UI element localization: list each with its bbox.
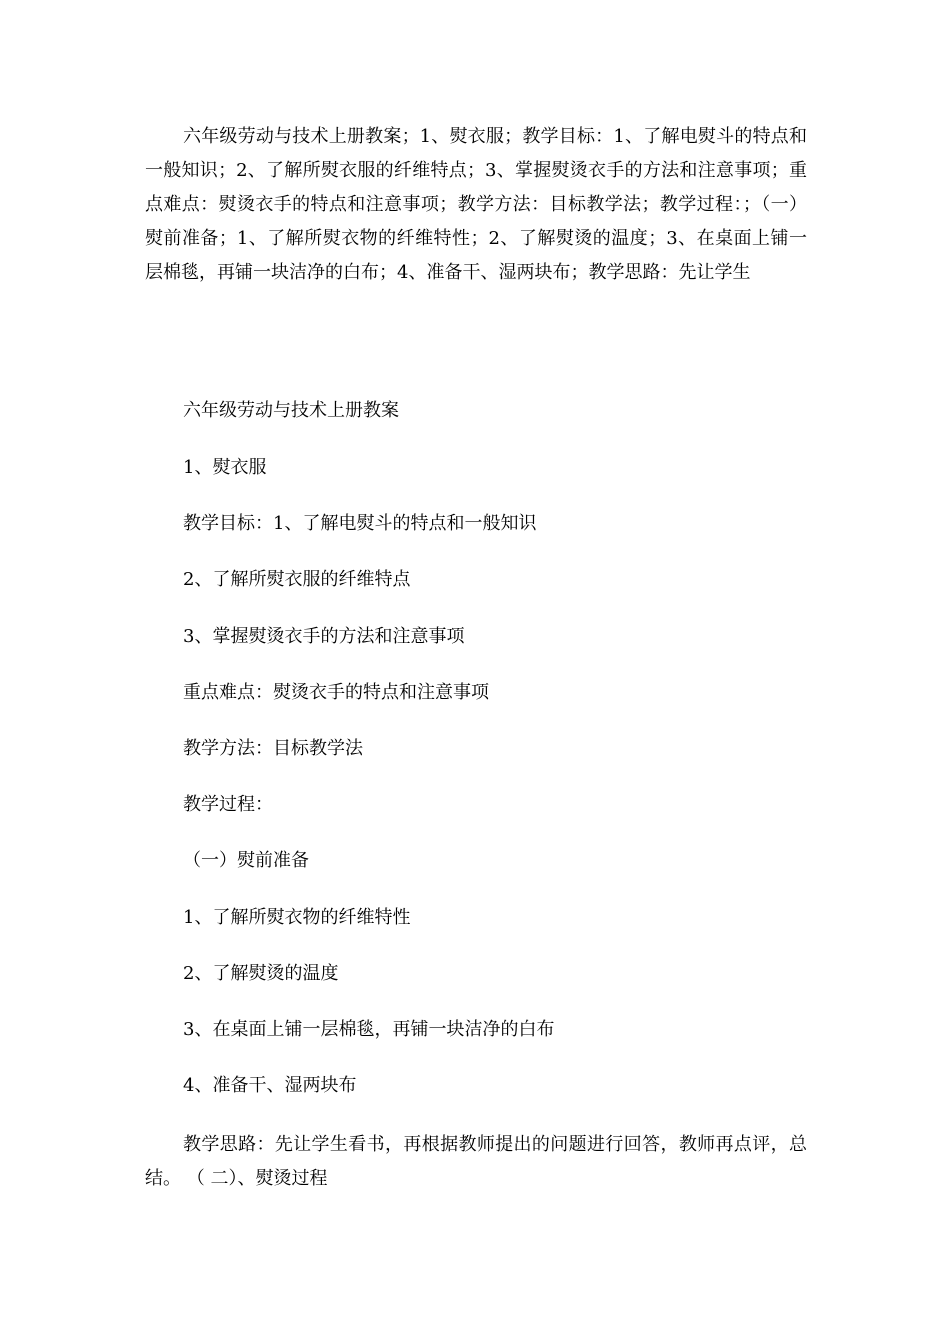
text-line: 2、了解熨烫的温度 [183,963,339,984]
text-line: 教学方法：目标教学法 [183,738,363,759]
lesson-heading: 1、熨衣服 [183,457,267,478]
summary-paragraph: 六年级劳动与技术上册教案；1、熨衣服；教学目标：1、了解电熨斗的特点和一般知识；2、了解所熨衣服的纤维特点；3、掌握熨烫衣手的方法和注意事项；重点难点：熨烫衣手的特点和注意事项；教学方法：目标教学法；教学过程：；（一）熨前准备；1、了解所熨衣物的纤维特性；2、了解熨烫的温度；3、在桌面上铺一层棉毯，再铺一块洁净的白布；4、准备干、湿两块布；教学思路：先让学生 [145,126,807,283]
text-line: 4、准备干、湿两块布 [183,1075,357,1096]
document-title: 六年级劳动与技术上册教案 [183,400,399,421]
section-heading: （一）熨前准备 [183,850,309,871]
text-line: 3、在桌面上铺一层棉毯，再铺一块洁净的白布 [183,1019,555,1040]
text-line: 重点难点：熨烫衣手的特点和注意事项 [183,682,489,703]
text-line: 1、了解所熨衣物的纤维特性 [183,907,411,928]
text-line: 3、掌握熨烫衣手的方法和注意事项 [183,626,465,647]
text-line: 教学目标：1、了解电熨斗的特点和一般知识 [183,513,537,534]
teaching-idea-paragraph: 教学思路：先让学生看书，再根据教师提出的问题进行回答，教师再点评，总结。 （ 二）、熨烫过程 [145,1134,807,1189]
text-line: 2、了解所熨衣服的纤维特点 [183,569,411,590]
text-line: 教学过程： [183,794,273,815]
